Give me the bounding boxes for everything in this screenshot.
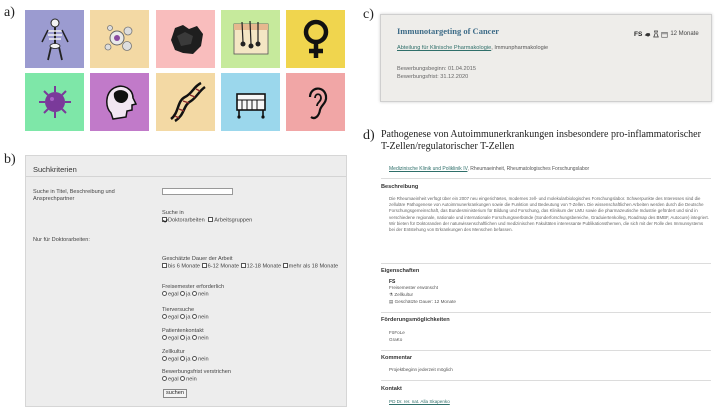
skin-layers-icon <box>228 16 274 62</box>
divider <box>381 380 711 381</box>
tierversuche-label: Tierversuche <box>162 307 195 313</box>
cell-culture-icon: ⚗ <box>389 292 394 297</box>
divider <box>381 263 711 264</box>
tissue-icon <box>163 16 209 62</box>
card-department <box>397 45 548 51</box>
cells-icon <box>97 16 143 62</box>
search-text-label: Suche in Titel, Beschreibung und Ansprechpartner <box>33 189 115 203</box>
detail-department-rest: , Rheumaeinheit, Rheumatologisches Forschungslabor <box>467 166 590 172</box>
category-tile-female[interactable] <box>286 10 345 68</box>
animal-icon <box>644 31 651 38</box>
radio-label: ja <box>186 356 191 363</box>
card-duration: 12 Monate <box>670 31 699 37</box>
divider <box>381 178 711 179</box>
radio-label: nein <box>198 314 209 321</box>
patientenkontakt-radio-egal[interactable] <box>162 335 167 340</box>
radio-label: nein <box>198 335 209 342</box>
kommentar-text: Projektbeginn jederzeit möglich <box>389 367 453 372</box>
foerderung-item: GraKo <box>389 337 403 342</box>
search-in-label: Suche in <box>162 210 184 216</box>
radio-label: ja <box>186 291 191 298</box>
dauer-option-0: bis 6 Monate <box>168 263 201 270</box>
dauer-checkbox-3[interactable] <box>283 263 288 268</box>
search-input[interactable] <box>162 188 233 195</box>
radio-label: egal <box>168 291 179 298</box>
arbeitsgruppen-checkbox[interactable] <box>208 217 213 222</box>
zellkultur-radio-egal[interactable] <box>162 356 167 361</box>
search-criteria-panel <box>25 155 347 407</box>
dna-icon <box>163 79 209 125</box>
dauer-checkbox-0[interactable] <box>162 263 167 268</box>
detail-department <box>389 166 589 172</box>
category-tile-ear[interactable] <box>286 73 345 131</box>
cell-culture-icon <box>653 30 659 38</box>
freisemester-radio-nein[interactable] <box>192 291 197 296</box>
category-tile-tissue[interactable] <box>156 10 215 68</box>
tierversuche-radio-nein[interactable] <box>192 314 197 319</box>
property-zellkultur-text: Zellkultur <box>394 292 414 297</box>
freisemester-radio-egal[interactable] <box>162 291 167 296</box>
radio-label: egal <box>168 376 179 383</box>
beschreibung-text: Die Rheumaeinheit verfügt über ein 2007 neu eingerichtetes, modernes zell- und molekularbiologisches Forschungslabor. Schwerpunkte des Interesses sind die zelluläre Pathogenese von Autoimmunerkrankungen sowie die Funktion und Bedeutung von T-Zellen. Die wissenschaftlichen Arbeiten werden durch die Deutsche Forschungsgemeinschaft, das Bundesministerium für Bildung und Forschung, das Klinikum der LMU sowie die pharmazeutische Industrie gefördert und sind in verschiedene regionale, nationale und internationale Forschungsverbünde (Sonderforschungsbereiche, Graduiertenkolleg, Roadmap des BMBF, Autocure) integriert. Wir bieten für Doktoranden der naturwissenschaftlichen und medizinischen Fakultäten interessante Publikationsthemen, die sich mit der Rolle des Immunsystems bei der Entstehung von Erkrankungen des Menschen befassen. <box>389 196 709 233</box>
radio-label: egal <box>168 335 179 342</box>
head-profile-icon <box>97 79 143 125</box>
category-tile-skeleton[interactable] <box>25 10 84 68</box>
result-card[interactable] <box>380 14 712 102</box>
radio-label: egal <box>168 356 179 363</box>
patientenkontakt-radio-nein[interactable] <box>192 335 197 340</box>
category-tile-cells[interactable] <box>90 10 149 68</box>
virus-icon <box>32 79 78 125</box>
radio-label: nein <box>198 291 209 298</box>
divider <box>26 176 346 177</box>
freisemester-radio-ja[interactable] <box>180 291 185 296</box>
radio-label: nein <box>186 376 197 383</box>
incubator-icon <box>228 79 274 125</box>
panel-label-d: d) <box>363 128 375 143</box>
bewerbungsfrist-label: Bewerbungsfrist verstrichen <box>162 369 232 375</box>
property-zellkultur <box>389 292 413 298</box>
dauer-label: Geschätzte Dauer der Arbeit <box>162 256 233 262</box>
dauer-option-2: 12-18 Monate <box>246 263 282 270</box>
card-start-date: Bewerbungsbeginn: 01.04.2015 <box>397 66 476 72</box>
search-button[interactable]: suchen <box>163 389 187 398</box>
freisemester-badge: FS <box>389 279 396 285</box>
arbeitsgruppen-label: Arbeitsgruppen <box>214 217 253 224</box>
category-tile-head[interactable] <box>90 73 149 131</box>
foerderung-item: FöFoLe <box>389 330 405 335</box>
ear-icon <box>293 79 339 125</box>
card-department-rest: , Immunpharmakologie <box>491 45 549 51</box>
female-symbol-icon <box>293 16 339 62</box>
radio-label: nein <box>198 356 209 363</box>
category-tile-dna[interactable] <box>156 73 215 131</box>
duration-icon: ▤ <box>389 299 394 304</box>
foerderung-heading: Förderungsmöglichkeiten <box>381 317 450 323</box>
tierversuche-radio-ja[interactable] <box>180 314 185 319</box>
detail-title: Pathogenese von Autoimmunerkrankungen insbesondere pro-inflammatorischer T-Zellen/regulatorischer T-Zellen <box>381 129 701 152</box>
patientenkontakt-label: Patientenkontakt <box>162 328 204 334</box>
bewerbungsfrist-radio-egal[interactable] <box>162 376 167 381</box>
zellkultur-label: Zellkultur <box>162 349 185 355</box>
duration-icon <box>661 31 668 38</box>
panel-label-a: a) <box>4 5 15 20</box>
kommentar-heading: Kommentar <box>381 355 413 361</box>
eigenschaften-heading: Eigenschaften <box>381 268 420 274</box>
dauer-checkbox-1[interactable] <box>202 263 207 268</box>
dauer-option-3: mehr als 18 Monate <box>288 263 339 270</box>
kontakt-heading: Kontakt <box>381 386 402 392</box>
patientenkontakt-radio-ja[interactable] <box>180 335 185 340</box>
radio-label: ja <box>186 335 191 342</box>
property-dauer-text: Geschätzte Dauer: 12 Monate <box>394 299 456 304</box>
panel-label-b: b) <box>4 152 16 167</box>
kontakt-link[interactable]: PD Dr. rer. nat. Alla Skapenko <box>389 399 450 404</box>
freisemester-badge: FS <box>634 30 643 38</box>
skeleton-icon <box>32 16 78 62</box>
card-property-icons <box>634 30 699 38</box>
doktorarbeiten-checkbox[interactable] <box>162 217 167 222</box>
dauer-option-1: 6-12 Monate <box>207 263 240 270</box>
divider <box>381 312 711 313</box>
panel-label-c: c) <box>363 7 374 22</box>
card-deadline: Bewerbungsfrist: 31.12.2020 <box>397 74 469 80</box>
category-tile-virus[interactable] <box>25 73 84 131</box>
property-freisemester-text: Freisemester erwünscht <box>389 285 439 290</box>
bewerbungsfrist-radio-nein[interactable] <box>180 376 185 381</box>
divider <box>381 350 711 351</box>
zellkultur-radio-nein[interactable] <box>192 356 197 361</box>
tierversuche-radio-egal[interactable] <box>162 314 167 319</box>
search-criteria-title: Suchkriterien <box>33 165 77 174</box>
radio-label: ja <box>186 314 191 321</box>
card-department-link[interactable]: Abteilung für Klinische Pharmakologie <box>397 45 492 51</box>
beschreibung-heading: Beschreibung <box>381 184 419 190</box>
card-title[interactable]: Immunotargeting of Cancer <box>397 26 499 36</box>
zellkultur-radio-ja[interactable] <box>180 356 185 361</box>
doktorarbeiten-label: Doktorarbeiten <box>168 217 205 224</box>
property-dauer <box>389 299 456 305</box>
nur-doktorarbeiten-label: Nur für Doktorarbeiten: <box>33 237 90 243</box>
detail-department-link[interactable]: Medizinische Klinik und Poliklinik IV <box>389 166 468 172</box>
category-tile-skin[interactable] <box>221 10 280 68</box>
freisemester-label: Freisemester erforderlich <box>162 284 225 290</box>
dauer-checkbox-2[interactable] <box>241 263 246 268</box>
category-tile-incubator[interactable] <box>221 73 280 131</box>
radio-label: egal <box>168 314 179 321</box>
